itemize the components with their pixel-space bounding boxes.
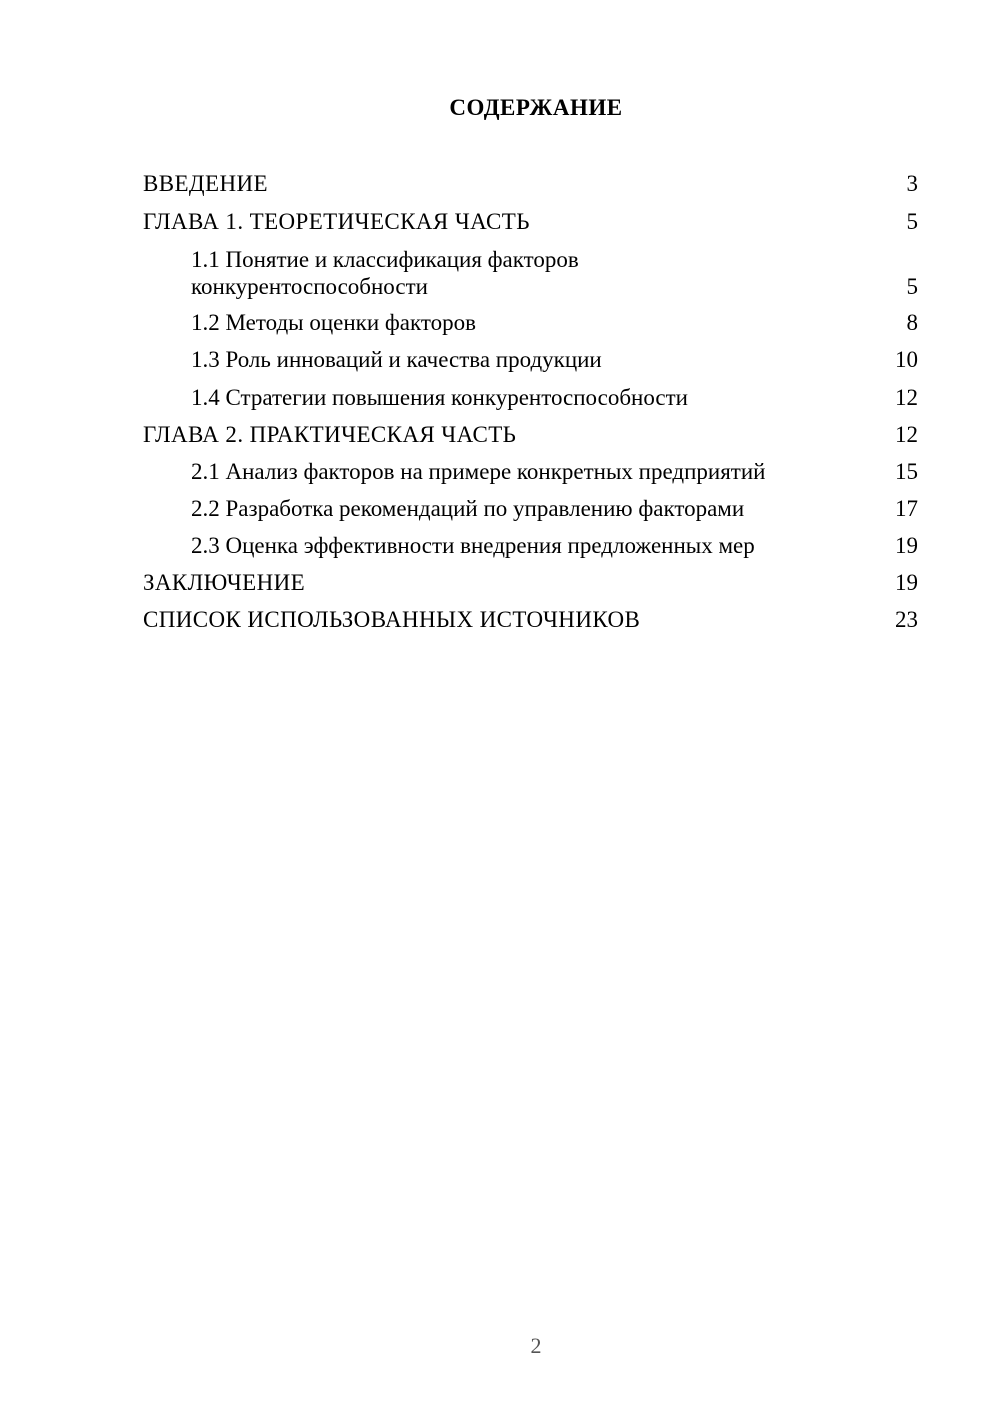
toc-entry-page: 12 [895, 385, 918, 410]
toc-entry-page: 8 [906, 310, 918, 335]
toc-entry-label: СПИСОК ИСПОЛЬЗОВАННЫХ ИСТОЧНИКОВ [143, 607, 641, 632]
toc-entry-page: 3 [906, 171, 918, 196]
page-title: СОДЕРЖАНИЕ [449, 95, 623, 120]
toc-entry-label: ГЛАВА 2. ПРАКТИЧЕСКАЯ ЧАСТЬ [143, 422, 517, 447]
toc-entry-label: ГЛАВА 1. ТЕОРЕТИЧЕСКАЯ ЧАСТЬ [143, 209, 530, 234]
toc-entry-section-2-2[interactable] [191, 495, 918, 522]
toc-entry-chapter-2[interactable] [143, 421, 918, 448]
toc-entry-label: 1.1 Понятие и классификация факторов конкурентоспособности [191, 247, 579, 299]
toc-entry-page: 12 [895, 422, 918, 447]
toc-entry-section-1-3[interactable] [191, 346, 918, 373]
toc-entry-page: 10 [895, 347, 918, 372]
toc-entry-references[interactable] [143, 606, 918, 633]
toc-entry-label: 1.4 Стратегии повышения конкурентоспособности [191, 385, 688, 410]
toc-entry-section-1-2[interactable] [191, 309, 918, 336]
toc-entry-section-2-1[interactable] [191, 458, 918, 485]
toc-entry-label: 2.2 Разработка рекомендаций по управлению факторами [191, 496, 745, 521]
toc-entry-label: 1.2 Методы оценки факторов [191, 310, 476, 335]
toc-entry-page: 17 [895, 496, 918, 521]
toc-entry-section-2-3[interactable] [191, 532, 918, 559]
toc-entry-label: 1.3 Роль инноваций и качества продукции [191, 347, 602, 372]
toc-entry-introduction[interactable] [143, 170, 918, 197]
toc-entry-page: 5 [906, 209, 918, 234]
toc-entry-label: ЗАКЛЮЧЕНИЕ [143, 570, 306, 595]
toc-entry-conclusion[interactable] [143, 569, 918, 596]
toc-entry-label: 2.3 Оценка эффективности внедрения предложенных мер [191, 533, 755, 558]
toc-entry-page: 19 [895, 533, 918, 558]
page-number: 2 [530, 1333, 542, 1358]
toc-entry-page: 23 [895, 607, 918, 632]
toc-entry-section-1-4[interactable] [191, 384, 918, 411]
toc-entry-label: ВВЕДЕНИЕ [143, 171, 268, 196]
toc-entry-page: 19 [895, 570, 918, 595]
toc-entry-section-1-1[interactable] [191, 246, 918, 300]
toc-entry-label: 2.1 Анализ факторов на примере конкретных предприятий [191, 459, 766, 484]
toc-entry-page: 5 [906, 274, 918, 299]
toc-entry-chapter-1[interactable] [143, 208, 918, 235]
toc-entry-page: 15 [895, 459, 918, 484]
